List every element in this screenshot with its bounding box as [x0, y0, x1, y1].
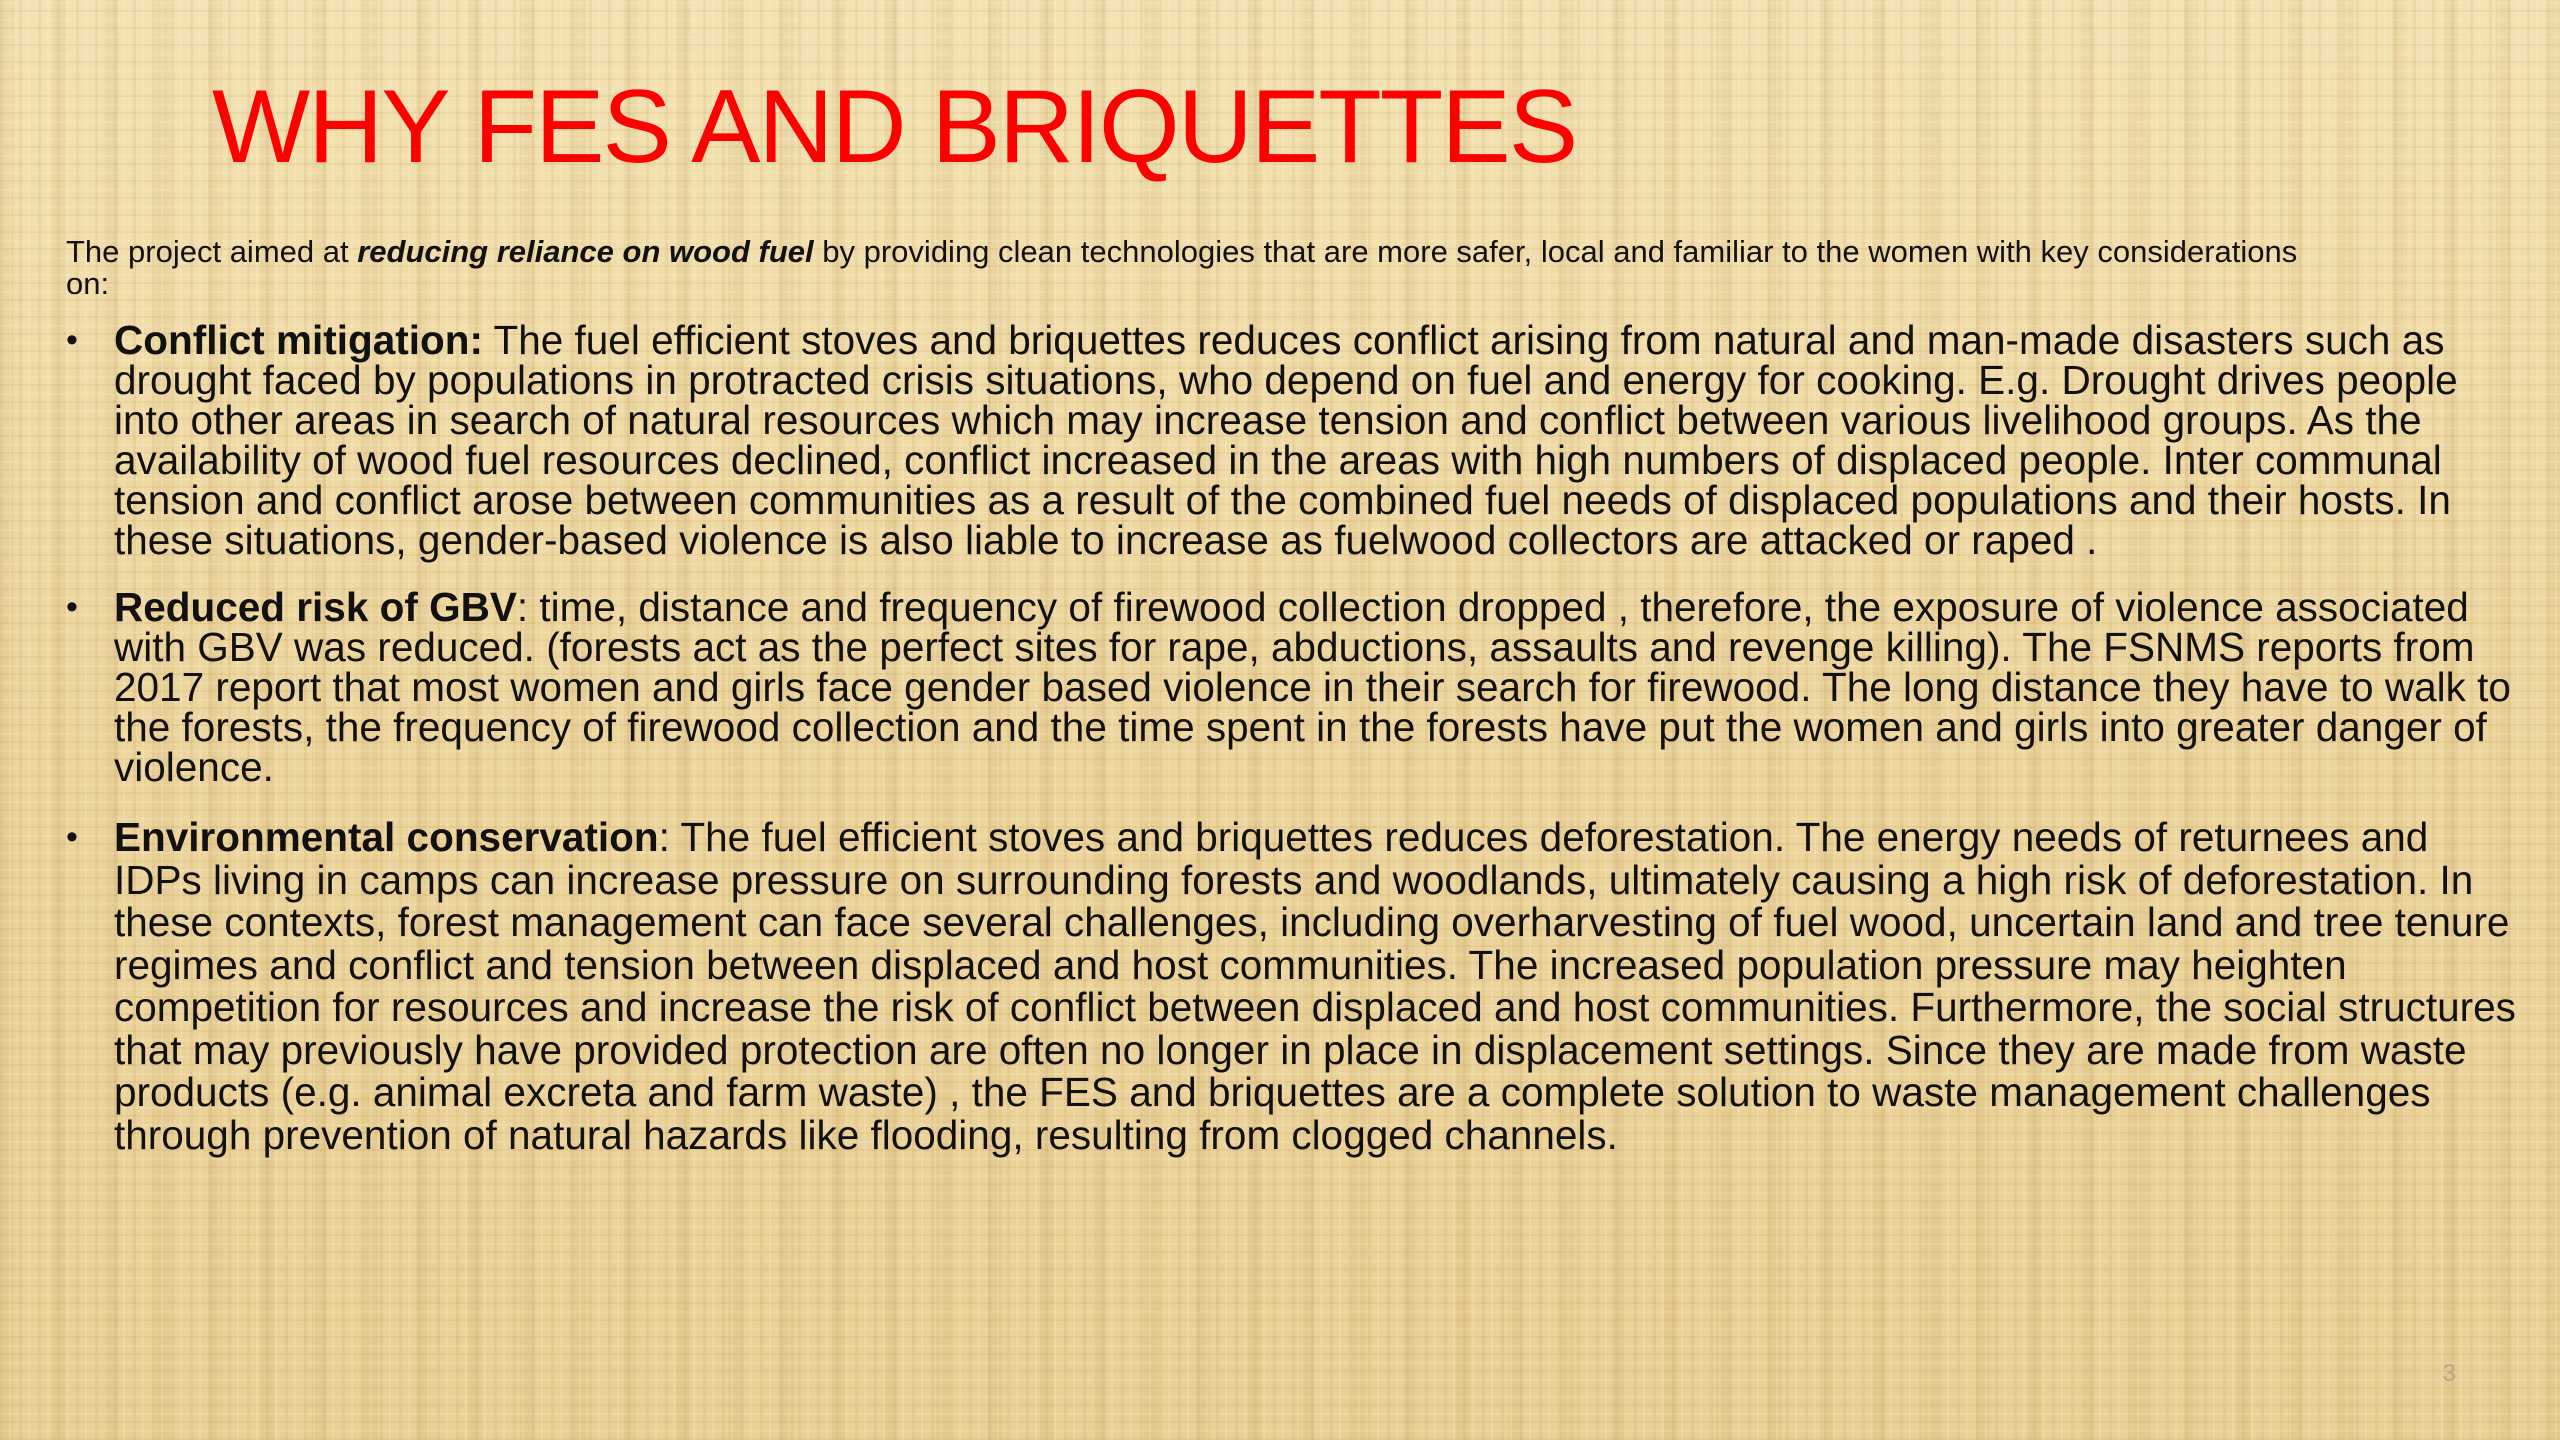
- bullet-list: [66, 317, 2516, 1158]
- intro-text-after: by providing clean technologies that are more safer, local and familiar to the women with key considerations on:: [66, 234, 2298, 301]
- bullet-text: : time, distance and frequency of firewood collection dropped , therefore, the exposure of violence associated with GBV was reduced. (forests act as the perfect sites for rape, abductions, assaults and revenge killing). The FSNMS reports from 2017 report that most women and girls face gender based violence in their search for firewood. The long distance they have to walk to the forests, the frequency of firewood collection and the time spent in the forests have put the women and girls into greater danger of violence.: [114, 584, 2511, 790]
- intro-emphasis: reducing reliance on wood fuel: [357, 234, 814, 269]
- bullet-lead: Reduced risk of GBV: [114, 584, 517, 630]
- bullet-dot-icon: •: [66, 588, 78, 626]
- bullet-environmental-conservation: [66, 816, 2516, 1156]
- slide-title: WHY FES AND BRIQUETTES: [212, 69, 1577, 185]
- bullet-dot-icon: •: [66, 321, 78, 359]
- bullet-text: : The fuel efficient stoves and briquettes reduces deforestation. The energy needs of returnees and IDPs living in camps can increase pressure on surrounding forests and woodlands, ultimately causing a high risk of deforestation. In these contexts, forest management can face several challenges, including overharvesting of fuel wood, uncertain land and tree tenure regimes and conflict and tension between displaced and host communities. The increased population pressure may heighten competition for resources and increase the risk of conflict between displaced and host communities. Furthermore, the social structures that may previously have provided protection are often no longer in place in displacement settings. Since they are made from waste products (e.g. animal excreta and farm waste) , the FES and briquettes are a complete solution to waste management challenges through prevention of natural hazards like flooding, resulting from clogged channels.: [114, 814, 2516, 1158]
- bullet-lead: Environmental conservation: [114, 814, 659, 860]
- bullet-reduced-risk-gbv: [66, 584, 2516, 790]
- page-number: 3: [2442, 1360, 2456, 1387]
- bullet-text: The fuel efficient stoves and briquettes reduces conflict arising from natural and man-made disasters such as drought faced by populations in protracted crisis situations, who depend on fuel and energy for cooking. E.g. Drought drives people into other areas in search of natural resources which may increase tension and conflict between various livelihood groups. As the availability of wood fuel resources declined, conflict increased in the areas with high numbers of displaced people. Inter communal tension and conflict arose between communities as a result of the combined fuel needs of displaced populations and their hosts. In these situations, gender-based violence is also liable to increase as fuelwood collectors are attacked or raped .: [114, 317, 2458, 563]
- bullet-dot-icon: •: [66, 818, 78, 856]
- intro-paragraph: [66, 236, 2326, 300]
- intro-text-before: The project aimed at: [66, 234, 358, 269]
- bullet-conflict-mitigation: [66, 317, 2516, 563]
- bullet-lead: Conflict mitigation:: [114, 317, 483, 363]
